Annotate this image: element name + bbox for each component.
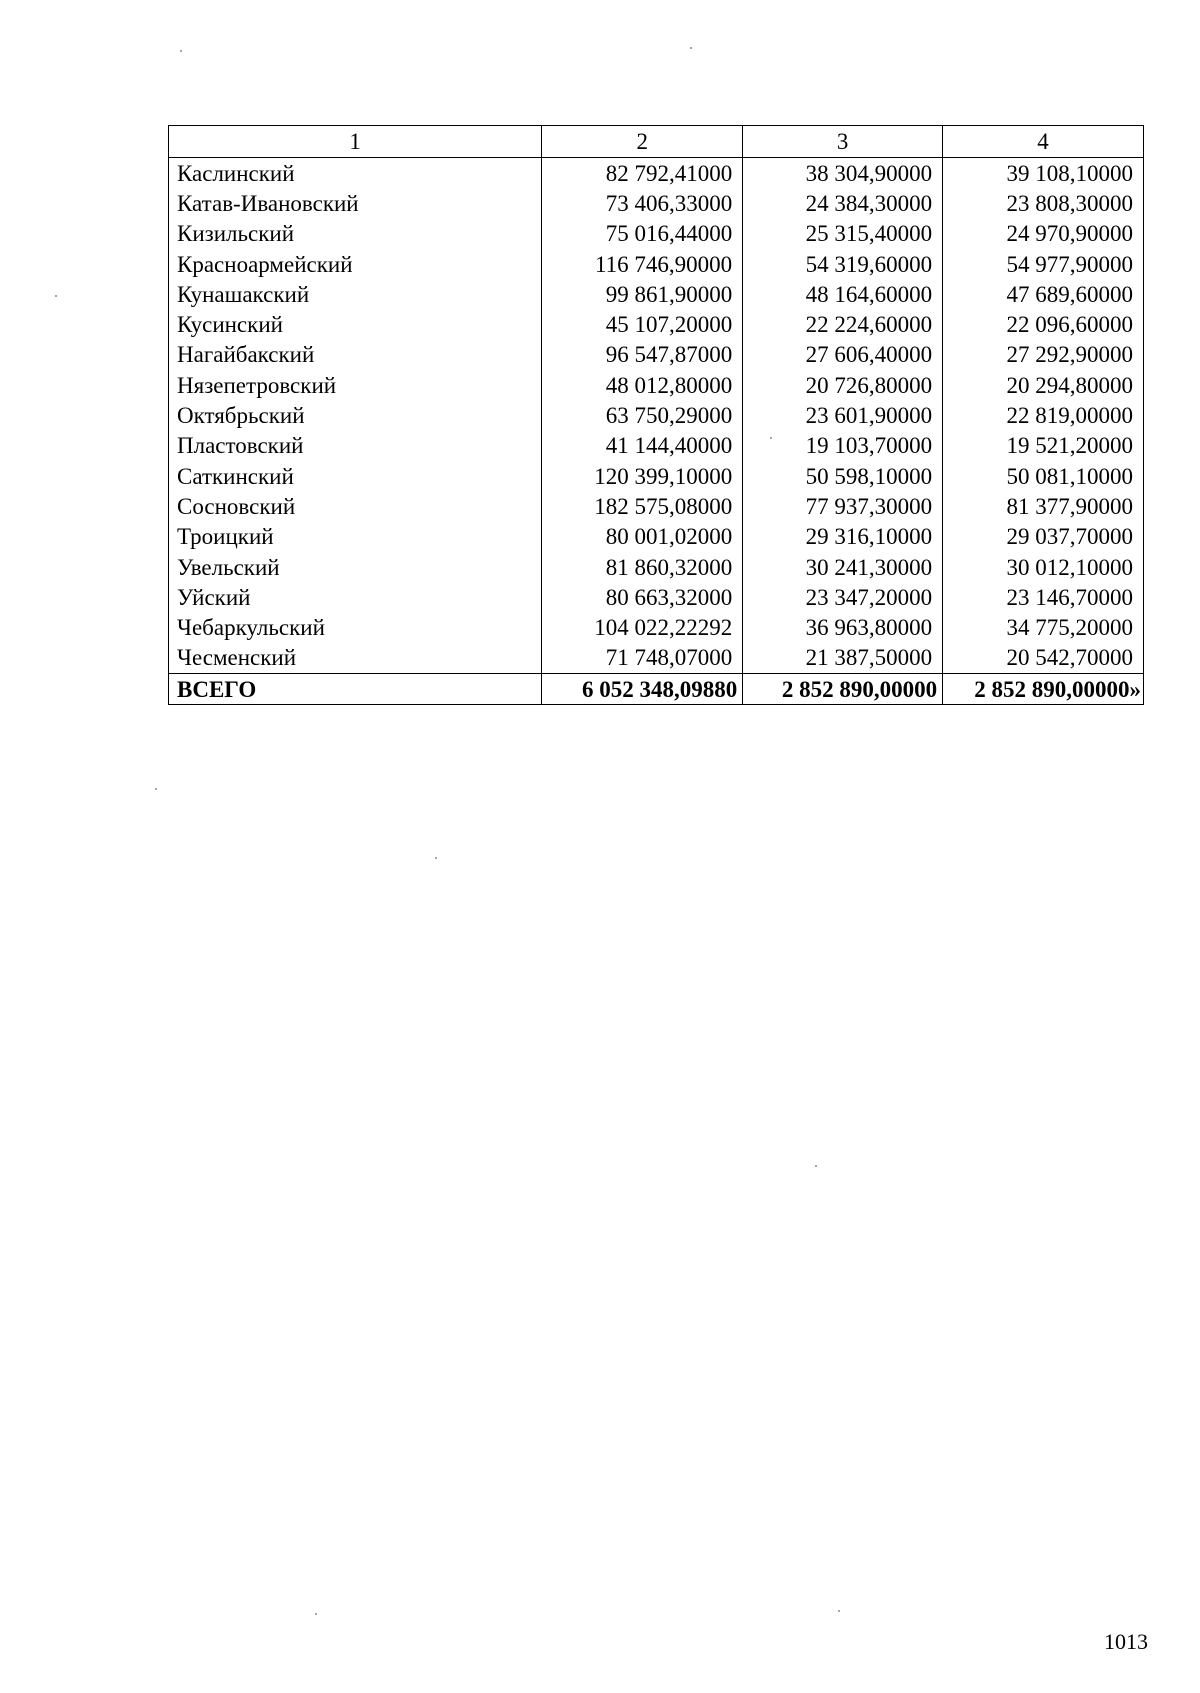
district-name-cell: Катав-Ивановский [169,188,542,218]
col-4-cell: 39 108,10000 [943,158,1144,189]
col-4-cell: 23 146,70000 [943,582,1144,612]
table-row [169,309,1144,339]
district-name-cell: Октябрьский [169,400,542,430]
district-name-cell: Сосновский [169,491,542,521]
col-3-cell: 38 304,90000 [743,158,943,189]
col-2-cell: 80 663,32000 [542,582,743,612]
header-col-4: 4 [943,126,1144,158]
col-3-cell: 24 384,30000 [743,188,943,218]
table-row [169,491,1144,521]
total-col-2: 6 052 348,09880 [542,674,743,705]
district-name-cell: Нагайбакский [169,340,542,370]
header-col-1: 1 [169,126,542,158]
table-row [169,400,1144,430]
col-3-cell: 50 598,10000 [743,461,943,491]
scan-speck [770,437,772,439]
district-name-cell: Чесменский [169,643,542,674]
district-name-cell: Кунашакский [169,279,542,309]
col-3-cell: 54 319,60000 [743,249,943,279]
table-row [169,643,1144,674]
total-col-4: 2 852 890,00000» [943,674,1144,705]
col-3-cell: 19 103,70000 [743,431,943,461]
table-row [169,612,1144,642]
col-4-cell: 50 081,10000 [943,461,1144,491]
table-row [169,582,1144,612]
col-2-cell: 71 748,07000 [542,643,743,674]
col-4-cell: 34 775,20000 [943,612,1144,642]
district-name-cell: Нязепетровский [169,370,542,400]
table-row [169,431,1144,461]
district-name-cell: Саткинский [169,461,542,491]
col-4-cell: 29 037,70000 [943,522,1144,552]
district-name-cell: Кизильский [169,219,542,249]
col-3-cell: 21 387,50000 [743,643,943,674]
district-name-cell: Троицкий [169,522,542,552]
district-name-cell: Кусинский [169,309,542,339]
total-row [169,674,1144,705]
col-2-cell: 99 861,90000 [542,279,743,309]
col-4-cell: 54 977,90000 [943,249,1144,279]
district-name-cell: Красноармейский [169,249,542,279]
col-2-cell: 63 750,29000 [542,400,743,430]
table-row [169,249,1144,279]
col-4-cell: 81 377,90000 [943,491,1144,521]
col-2-cell: 104 022,22292 [542,612,743,642]
header-col-2: 2 [542,126,743,158]
col-2-cell: 120 399,10000 [542,461,743,491]
col-4-cell: 20 294,80000 [943,370,1144,400]
table-footer [169,674,1144,705]
district-name-cell: Чебаркульский [169,612,542,642]
col-3-cell: 23 347,20000 [743,582,943,612]
table-row [169,219,1144,249]
col-3-cell: 29 316,10000 [743,522,943,552]
scan-speck [690,47,692,49]
col-3-cell: 30 241,30000 [743,552,943,582]
total-col-3: 2 852 890,00000 [743,674,943,705]
col-2-cell: 45 107,20000 [542,309,743,339]
col-3-cell: 22 224,60000 [743,309,943,339]
district-name-cell: Каслинский [169,158,542,189]
scan-speck [315,1613,317,1615]
header-col-3: 3 [743,126,943,158]
col-2-cell: 182 575,08000 [542,491,743,521]
table-row [169,370,1144,400]
col-2-cell: 96 547,87000 [542,340,743,370]
table-row [169,158,1144,189]
table-body [169,158,1144,674]
table-row [169,461,1144,491]
col-2-cell: 41 144,40000 [542,431,743,461]
scan-speck [155,788,157,790]
district-name-cell: Уйский [169,582,542,612]
col-4-cell: 22 096,60000 [943,309,1144,339]
scan-speck [435,857,437,859]
scan-speck [55,295,57,297]
col-4-cell: 24 970,90000 [943,219,1144,249]
district-name-cell: Пластовский [169,431,542,461]
table-row [169,279,1144,309]
col-3-cell: 36 963,80000 [743,612,943,642]
table-row [169,188,1144,218]
col-3-cell: 48 164,60000 [743,279,943,309]
table-row [169,340,1144,370]
col-2-cell: 75 016,44000 [542,219,743,249]
col-3-cell: 25 315,40000 [743,219,943,249]
page-number: 1013 [1104,1629,1148,1654]
scan-speck [180,50,182,52]
scan-speck [838,1610,840,1612]
col-4-cell: 20 542,70000 [943,643,1144,674]
col-2-cell: 82 792,41000 [542,158,743,189]
budget-table [168,125,1144,705]
scan-speck [815,1165,817,1167]
col-3-cell: 20 726,80000 [743,370,943,400]
col-4-cell: 30 012,10000 [943,552,1144,582]
col-2-cell: 116 746,90000 [542,249,743,279]
table-header [169,126,1144,158]
table-row [169,552,1144,582]
table-row [169,522,1144,552]
col-3-cell: 77 937,30000 [743,491,943,521]
col-4-cell: 19 521,20000 [943,431,1144,461]
col-3-cell: 23 601,90000 [743,400,943,430]
col-2-cell: 48 012,80000 [542,370,743,400]
col-4-cell: 23 808,30000 [943,188,1144,218]
col-4-cell: 47 689,60000 [943,279,1144,309]
district-name-cell: Увельский [169,552,542,582]
col-4-cell: 27 292,90000 [943,340,1144,370]
col-2-cell: 81 860,32000 [542,552,743,582]
col-2-cell: 80 001,02000 [542,522,743,552]
header-row [169,126,1144,158]
col-2-cell: 73 406,33000 [542,188,743,218]
total-label: ВСЕГО [169,674,542,705]
col-4-cell: 22 819,00000 [943,400,1144,430]
col-3-cell: 27 606,40000 [743,340,943,370]
